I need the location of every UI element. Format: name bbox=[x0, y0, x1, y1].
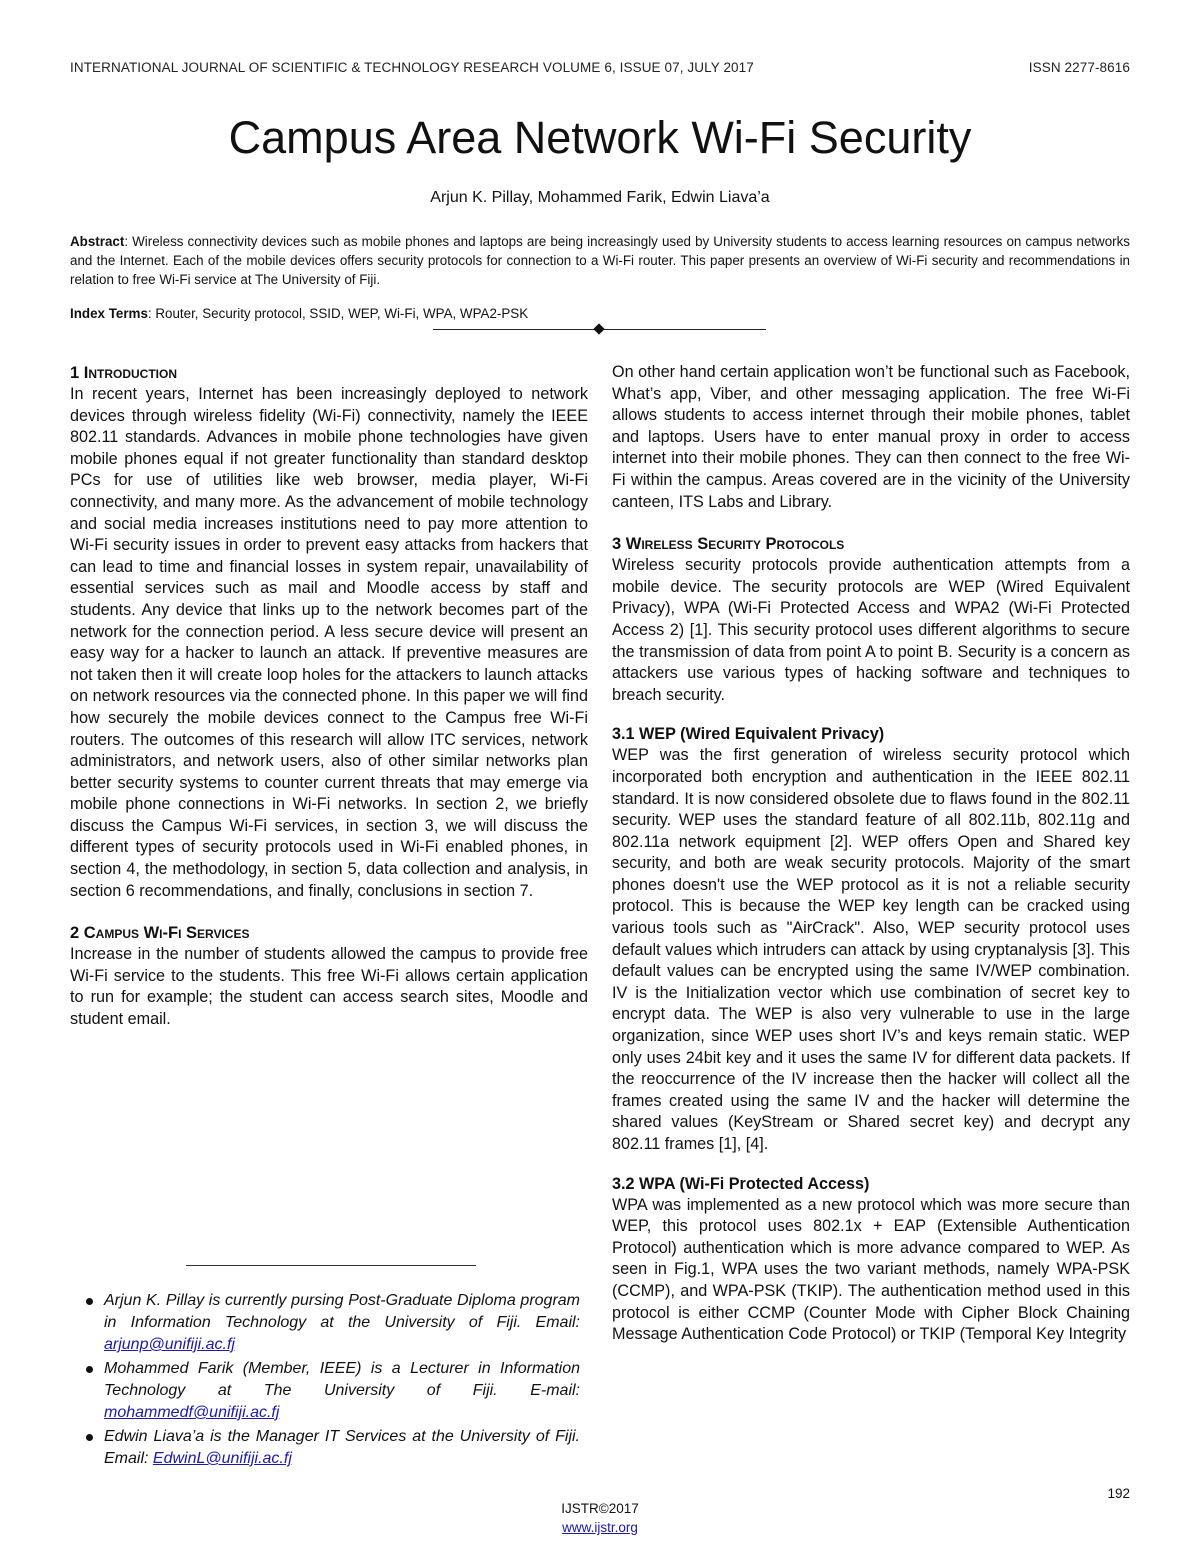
journal-name: INTERNATIONAL JOURNAL OF SCIENTIFIC & TECHNOLOGY RESEARCH VOLUME 6, ISSUE 07, JULY 2017 bbox=[70, 60, 754, 75]
section-heading-introduction: 1 Introduction bbox=[70, 364, 178, 382]
section-heading-campus-wifi: 2 Campus Wi-Fi Services bbox=[70, 924, 250, 943]
running-header bbox=[70, 60, 1130, 75]
wpa-body: WPA was implemented as a new protocol which was more secure than WEP, this protocol uses 802.1x + EAP (Extensible Authentication Protocol) authentication which is more advance compared to WEP. As seen in Fig.1, WPA uses the two variant methods, namely WPA-PSK (CCMP), and WPA-PSK (TKIP). The authentication method used in this protocol is either CCMP (Counter Mode with Cipher Block Chaining Message Authentication Code Protocol) or TKIP (Temporal Key Integrity bbox=[612, 1195, 1130, 1344]
index-terms bbox=[70, 304, 1130, 323]
abstract bbox=[70, 232, 1130, 289]
author-email-link[interactable]: mohammedf@unifiji.ac.fj bbox=[104, 1404, 280, 1421]
wep-body: WEP was the first generation of wireless security protocol which incorporated both encryption and authentication in the IEEE 802.11 standard. It is now considered obsolete due to flaws found in the 802.11 security. WEP uses the standard feature of all 802.11b, 802.11g and 802.11a network equipment [2]. WEP offers Open and Shared key security, and both are weak security protocols. Majority of the smart phones doesn't use the WEP protocol as it is not a reliable security protocol. This is because the WEP key length can be cracked using various tools such as "AirCrack". Also, WEP security protocol uses default values which intruders can attack by using cryptanalysis [3]. This default values can be encrypted using the same IV/WEP combination. IV is the Initialization vector which use combination of secret key to encrypt data. The WEP is also very vulnerable to use in the large organization, since WEP uses short IV’s and keys remain static. WEP only uses 24bit key and it uses the same IV for different data packets. If the reoccurrence of the IV increase then the hacker will collect all the frames created using the same IV and the hacker will determine the shared values (KeyStream or Shared secret key) and decrypt any 802.11 frames [1], [4]. bbox=[612, 746, 1130, 1153]
right-column bbox=[612, 362, 1130, 1346]
issn: ISSN 2277-8616 bbox=[1028, 60, 1130, 75]
author-footnotes bbox=[86, 1290, 580, 1472]
page-footer bbox=[0, 1499, 1200, 1537]
index-terms-label: Index Terms bbox=[70, 306, 148, 321]
security-protocols-body: Wireless security protocols provide authentication attempts from a mobile device. The security protocols are WEP (Wired Equivalent Privacy), WPA (Wi-Fi Protected Access and WPA2 (Wi-Fi Protected Access 2) [1]. This security protocol uses different algorithms to secure the transmission of data from point A to point B. Security is a concern as attackers use various types of hacking software and techniques to breach security. bbox=[612, 556, 1130, 704]
subsection-heading-wep: 3.1 WEP (Wired Equivalent Privacy) bbox=[612, 725, 885, 744]
campus-wifi-body-continued: On other hand certain application won’t be functional such as Facebook, What’s app, Viber, and other messaging application. The free Wi-Fi allows students to access internet through their mobile phones, tablet and laptops. Users have to enter manual proxy in order to access internet into their mobile phones. They can then connect to the free Wi-Fi within the campus. Areas covered are in the vicinity of the University canteen, ITS Labs and Library. bbox=[612, 363, 1130, 511]
author-email-link[interactable]: arjunp@unifiji.ac.fj bbox=[104, 1336, 235, 1353]
bullet-icon bbox=[86, 1434, 93, 1441]
divider-diamond-icon bbox=[593, 323, 604, 334]
introduction-body: In recent years, Internet has been increasingly deployed to network devices through wireless fidelity (Wi-Fi) connectivity, namely the IEEE 802.11 standards. Advances in mobile phone technologies have given mobile phones equal if not greater functionality than standard desktop PCs for use of utilities like web browser, media player, Wi-Fi connectivity, and many more. As the advancement of mobile technology and social media increases institutions need to pay more attention to Wi-Fi security issues in order to prevent easy attacks from hackers that can lead to time and financial losses in system repair, unavailability of essential services such as mail and Moodle access by staff and students. Any device that links up to the network becomes part of the network for the connection period. A less secure device will present an easy way for a hacker to launch an attack. If preventive measures are not taken then it will create loop holes for the attackers to launch attacks on network resources via the connected phone. In this paper we will find how securely the mobile devices connect to the Campus free Wi-Fi routers. The outcomes of this research will allow ITC services, network administrators, and network users, also of other similar networks plan better security systems to counter current threats that may emerge via mobile phone connections in Wi-Fi networks. In section 2, we briefly discuss the Campus Wi-Fi services, in section 3, we will discuss the different types of security protocols used in Wi-Fi enabled phones, in section 4, the methodology, in section 5, data collection and analysis, in section 6 recommendations, and finally, conclusions in section 7. bbox=[70, 385, 588, 900]
bullet-icon bbox=[86, 1366, 93, 1373]
section-heading-security-protocols: 3 Wireless Security Protocols bbox=[612, 535, 845, 554]
subsection-heading-wpa: 3.2 WPA (Wi-Fi Protected Access) bbox=[612, 1174, 870, 1193]
index-terms-text: : Router, Security protocol, SSID, WEP, Wi-Fi, WPA, WPA2-PSK bbox=[147, 306, 529, 321]
paper-title: Campus Area Network Wi-Fi Security bbox=[228, 112, 972, 163]
journal-website-link[interactable]: www.ijstr.org bbox=[562, 1520, 638, 1535]
left-column bbox=[70, 362, 588, 1031]
campus-wifi-body: Increase in the number of students allowed the campus to provide free Wi-Fi service to the students. This free Wi-Fi allows certain application to run for example; the student can access search sites, Moodle and student email. bbox=[70, 945, 588, 1029]
author-list: Arjun K. Pillay, Mohammed Farik, Edwin Liava’a bbox=[430, 189, 770, 206]
footnote-item: Edwin Liava’a is the Manager IT Services at the University of Fiji. Email: EdwinL@unifiji.ac.fj bbox=[86, 1426, 580, 1470]
footnote-rule bbox=[186, 1265, 476, 1266]
bullet-icon bbox=[86, 1298, 93, 1305]
page-number: 192 bbox=[1107, 1486, 1130, 1501]
footnote-item: Arjun K. Pillay is currently pursing Post-Graduate Diploma program in Information Technology at the University of Fiji. Email: arjunp@unifiji.ac.fj bbox=[86, 1290, 580, 1356]
abstract-label: Abstract bbox=[70, 234, 125, 249]
footnote-item: Mohammed Farik (Member, IEEE) is a Lecturer in Information Technology at The University of Fiji. E-mail: mohammedf@unifiji.ac.fj bbox=[86, 1358, 580, 1424]
author-email-link[interactable]: EdwinL@unifiji.ac.fj bbox=[152, 1450, 292, 1467]
abstract-text: : Wireless connectivity devices such as mobile phones and laptops are being increasingly used by University students to access learning resources on campus networks and the Internet. Each of the mobile devices offers security protocols for connection to a Wi-Fi router. This paper presents an overview of Wi-Fi security and recommendations in relation to free Wi-Fi service at The University of Fiji. bbox=[70, 234, 1130, 287]
copyright-notice: IJSTR©2017 bbox=[561, 1501, 639, 1516]
